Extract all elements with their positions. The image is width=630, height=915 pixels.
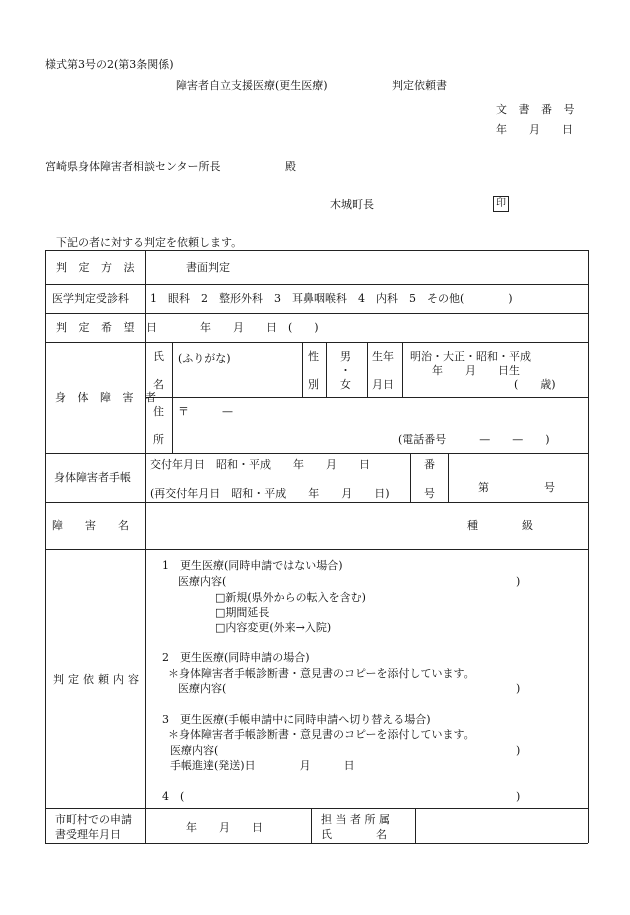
intro-text: 下記の者に対する判定を依頼します。: [56, 236, 243, 249]
document-number: 文 書 番 号: [496, 103, 579, 116]
content-label: 判定依頼内容: [53, 673, 143, 686]
receipt-date: 年 月 日: [186, 821, 263, 834]
sex-separator: ・: [340, 364, 351, 377]
table-border-left: [45, 250, 46, 843]
grade-label: 種 級: [467, 519, 533, 532]
document-date: 年 月 日: [496, 123, 573, 136]
content-1-option-new: □新規(県外からの転入を含む): [215, 591, 366, 604]
label-column-line: [145, 250, 146, 843]
method-label: 判 定 方 法: [56, 261, 139, 274]
row-line: [45, 284, 588, 285]
staff-label-bottom: 氏 名: [321, 828, 387, 841]
col-line: [448, 453, 449, 502]
row-line: [45, 342, 588, 343]
form-number: 様式第3号の2(第3条関係): [45, 58, 174, 71]
col-line: [172, 342, 173, 453]
birth-date: 年 月 日生: [432, 364, 520, 377]
row-line: [45, 502, 588, 503]
table-border-top: [45, 250, 588, 251]
content-3-handbook-date: 手帳進達(発送)日 月 日: [170, 759, 355, 772]
col-line: [410, 453, 411, 502]
col-line: [402, 342, 403, 397]
furigana-label: (ふりがな): [178, 352, 231, 365]
table-border-bottom: [45, 843, 588, 844]
postal-code: 〒 —: [178, 405, 233, 418]
content-3-close: ): [516, 744, 521, 757]
col-line: [326, 342, 327, 397]
content-4-title: 4 (: [162, 790, 185, 803]
addressee: 宮崎県身体障害者相談センター所長: [45, 160, 221, 173]
birth-era: 明治・大正・昭和・平成: [410, 350, 531, 363]
content-4-close: ): [516, 790, 521, 803]
sex-male: 男: [340, 350, 351, 363]
content-2-medical: 医療内容(: [178, 682, 227, 695]
birth-label-top: 生年: [372, 350, 394, 363]
content-2-note: ＊身体障害者手帳診断書・意見書のコピーを添付しています。: [168, 667, 475, 680]
name-label-top: 氏: [153, 350, 164, 363]
receipt-label-bottom: 書受理年月日: [55, 828, 121, 841]
number-label-top: 番: [424, 458, 435, 471]
content-1-close: ): [516, 575, 521, 588]
content-3-note: ＊身体障害者手帳診断書・意見書のコピーを添付しています。: [168, 728, 475, 741]
method-value: 書面判定: [186, 261, 230, 274]
row-line: [45, 808, 588, 809]
honorific: 殿: [285, 160, 296, 173]
issue-date: 交付年月日 昭和・平成 年 月 日: [150, 458, 370, 471]
address-label-bottom: 所: [153, 433, 164, 446]
title-main: 障害者自立支援医療(更生医療): [176, 79, 328, 92]
row-line: [45, 549, 588, 550]
col-line: [415, 808, 416, 843]
content-2-close: ): [516, 682, 521, 695]
table-border-right: [588, 250, 589, 843]
department-options: 1 眼科 2 整形外科 3 耳鼻咽喉科 4 内科 5 その他( ): [150, 292, 513, 305]
age: ( 歳): [514, 378, 556, 391]
wish-date-value: 年 月 日 ( ): [200, 321, 319, 334]
person-label: 身 体 障 害 者: [55, 391, 160, 404]
receipt-label-top: 市町村での申請: [55, 813, 132, 826]
phone-number: (電話番号 — — ): [398, 433, 550, 446]
content-3-medical: 医療内容(: [170, 744, 219, 757]
name-label-bottom: 名: [153, 378, 164, 391]
address-label-top: 住: [153, 405, 164, 418]
sex-label-top: 性: [308, 350, 319, 363]
number-value: 第 号: [478, 481, 555, 494]
reissue-date: (再交付年月日 昭和・平成 年 月 日): [150, 487, 390, 500]
content-3-title: 3 更生医療(手帳申請中に同時申請へ切り替える場合): [162, 713, 431, 726]
number-label-bottom: 号: [424, 487, 435, 500]
sender: 木城町長: [330, 198, 374, 211]
wish-date-label: 判 定 希 望 日: [56, 321, 161, 334]
col-line: [311, 808, 312, 843]
content-1-title: 1 更生医療(同時申請ではない場合): [162, 559, 343, 572]
content-1-option-extend: □期間延長: [215, 606, 270, 619]
content-1-medical: 医療内容(: [178, 575, 227, 588]
birth-label-bottom: 月日: [372, 378, 394, 391]
disability-label: 障 害 名: [52, 519, 129, 532]
staff-label-top: 担 当 者 所 属: [321, 813, 390, 826]
title-sub: 判定依頼書: [392, 79, 447, 92]
col-line: [367, 342, 368, 397]
department-label: 医学判定受診科: [52, 292, 129, 305]
content-2-title: 2 更生医療(同時申請の場合): [162, 651, 310, 664]
row-line: [45, 453, 588, 454]
col-line: [302, 342, 303, 397]
row-line: [45, 313, 588, 314]
handbook-label: 身体障害者手帳: [54, 471, 131, 484]
content-1-option-change: □内容変更(外来→入院): [215, 621, 332, 634]
sex-label-bottom: 別: [308, 378, 319, 391]
seal-mark: 印: [493, 196, 509, 212]
sex-female: 女: [340, 378, 351, 391]
row-line: [145, 397, 588, 398]
